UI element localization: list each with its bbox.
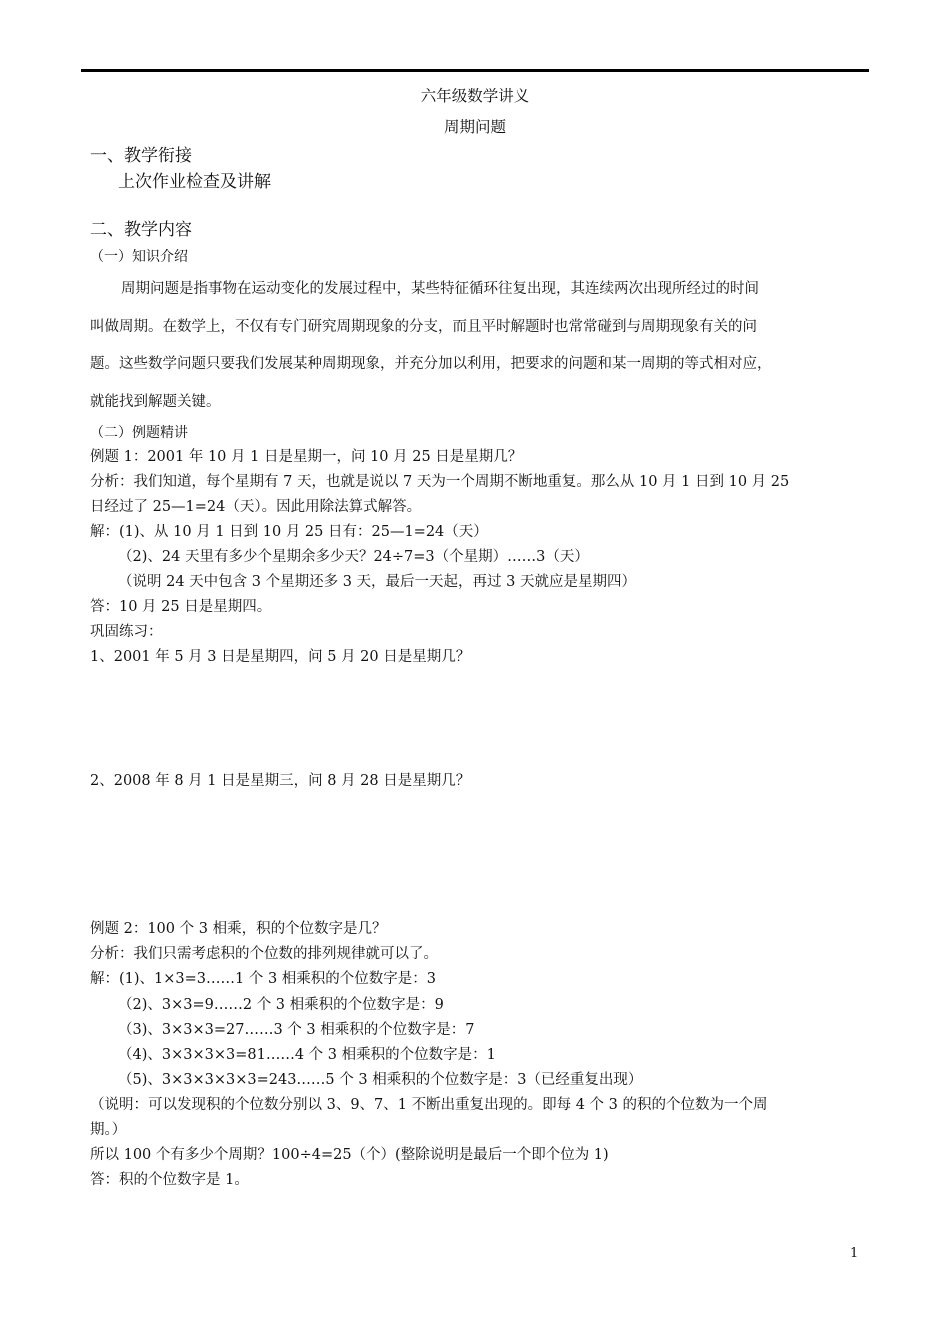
example2-note-2: 期。） (90, 1122, 127, 1138)
intro-line-4: 就能找到解题关键。 (90, 394, 221, 410)
intro-line-2: 叫做周期。在数学上，不仅有专门研究周期现象的分支，而且平时解题时也常常碰到与周期现象有关的问 (90, 319, 757, 335)
example2-step-3: （3)、3×3×3=27……3 个 3 相乘积的个位数字是：7 (118, 1022, 475, 1038)
example1-question: 例题 1：2001 年 10 月 1 日是星期一，问 10 月 25 日是星期几？ (90, 449, 523, 465)
doc-subtitle: 周期问题 (443, 118, 506, 136)
page-number: 1 (850, 1246, 859, 1261)
subsection-knowledge: （一）知识介绍 (90, 249, 188, 265)
intro-line-3: 题。这些数学问题只要我们发展某种周期现象，并充分加以利用，把要求的问题和某一周期的等式相对应， (90, 356, 772, 372)
practice-question-1: 1、2001 年 5 月 3 日是星期四，问 5 月 20 日是星期几？ (90, 649, 471, 665)
section1-item: 上次作业检查及讲解 (118, 172, 271, 192)
intro-line-1: 周期问题是指事物在运动变化的发展过程中，某些特征循环往复出现，其连续两次出现所经过的时间 (121, 281, 759, 297)
example1-step-2: （2)、24 天里有多少个星期余多少天？24÷7=3（个星期）……3（天） (118, 549, 589, 565)
section2-heading: 二、教学内容 (90, 220, 192, 240)
example1-analysis-2: 日经过了 25—1=24（天）。因此用除法算式解答。 (90, 499, 422, 515)
example2-answer: 答：积的个位数字是 1。 (90, 1172, 249, 1188)
example2-step-4: （4)、3×3×3×3=81……4 个 3 相乘积的个位数字是：1 (118, 1047, 496, 1063)
example1-analysis-1: 分析：我们知道，每个星期有 7 天，也就是说以 7 天为一个周期不断地重复。那么从 10 月 1 日到 10 月 25 (90, 474, 790, 490)
example2-step-2: （2)、3×3=9……2 个 3 相乘积的个位数字是：9 (118, 997, 444, 1013)
practice-question-2: 2、2008 年 8 月 1 日是星期三，问 8 月 28 日是星期几？ (90, 773, 471, 789)
example1-answer: 答：10 月 25 日是星期四。 (90, 599, 272, 615)
example2-step-1: 解：(1)、1×3=3……1 个 3 相乘积的个位数字是：3 (90, 971, 437, 987)
example1-step-3: （说明 24 天中包含 3 个星期还多 3 天，最后一天起，再过 3 天就应是星期四） (118, 574, 636, 590)
example2-question: 例题 2：100 个 3 相乘，积的个位数字是几？ (90, 921, 387, 937)
example1-step-1: 解：(1)、从 10 月 1 日到 10 月 25 日有：25—1=24（天） (90, 524, 488, 540)
practice-label: 巩固练习： (90, 624, 163, 640)
section1-heading: 一、教学衔接 (90, 146, 192, 166)
example2-analysis: 分析：我们只需考虑积的个位数的排列规律就可以了。 (90, 946, 438, 962)
example2-note-1: （说明：可以发现积的个位数分别以 3、9、7、1 不断出重复出现的。即每 4 个 3 的积的个位数为一个周 (90, 1097, 768, 1113)
example2-calculation: 所以 100 个有多少个周期？100÷4=25（个）(整除说明是最后一个即个位为 1) (90, 1147, 609, 1163)
doc-title: 六年级数学讲义 (420, 87, 530, 105)
header-rule (81, 69, 869, 72)
subsection-examples: （二）例题精讲 (90, 425, 188, 441)
example2-step-5: （5)、3×3×3×3×3=243……5 个 3 相乘积的个位数字是：3（已经重复出现） (118, 1072, 643, 1088)
